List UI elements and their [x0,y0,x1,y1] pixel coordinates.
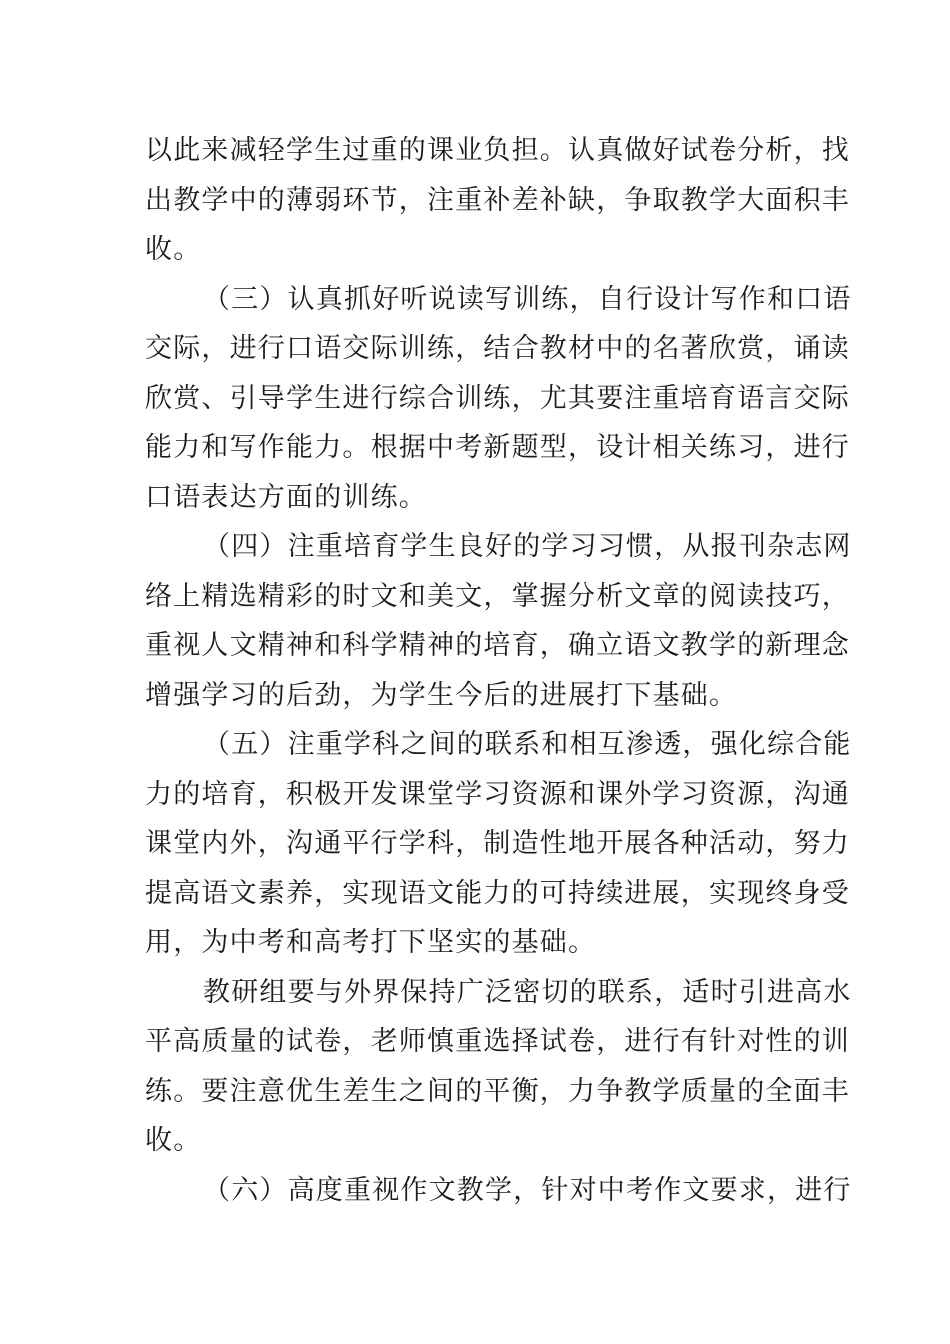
text-line: （六）高度重视作文教学，针对中考作文要求，进行 [203,1174,852,1206]
text-line: 交际，进行口语交际训练，结合教材中的名著欣赏，诵读 [145,333,850,364]
paragraph [145,720,852,968]
text-line: 提高语文素养，实现语文能力的可持续进展，实现终身受 [145,877,850,909]
paragraph [145,1166,852,1216]
paragraph [145,126,850,275]
text-line: 重视人文精神和科学精神的培育，确立语文教学的新理念 [145,630,850,661]
text-line: 用，为中考和高考打下坚实的基础。 [145,927,597,958]
text-line: 以此来减轻学生过重的课业负担。认真做好试卷分析，找 [145,135,850,166]
text-line: 出教学中的薄弱环节，注重补差补缺，争取教学大面积丰 [145,184,850,216]
paragraph [145,522,852,720]
text-line: 收。 [145,1125,202,1156]
text-line: （四）注重培育学生良好的学习习惯，从报刊杂志网 [203,531,852,562]
text-line: 练。要注意优生差生之间的平衡，力争教学质量的全面丰 [145,1075,850,1107]
paragraph [145,968,852,1166]
text-line: （三）认真抓好听说读写训练，自行设计写作和口语 [203,283,852,315]
paragraph [145,275,852,523]
text-line: 课堂内外，沟通平行学科，制造性地开展各种活动，努力 [145,828,850,859]
text-line: 教研组要与外界保持广泛密切的联系，适时引进高水 [203,976,852,1008]
text-line: 欣赏、引导学生进行综合训练，尤其要注重培育语言交际 [145,382,850,414]
text-line: 口语表达方面的训练。 [145,481,427,513]
text-line: 收。 [145,234,202,265]
document-body [145,126,852,1215]
text-line: 络上精选精彩的时文和美文，掌握分析文章的阅读技巧， [145,580,850,612]
text-line: （五）注重学科之间的联系和相互渗透，强化综合能 [203,729,852,760]
text-line: 能力和写作能力。根据中考新题型，设计相关练习，进行 [145,432,850,463]
text-line: 力的培育，积极开发课堂学习资源和课外学习资源，沟通 [145,778,850,810]
text-line: 增强学习的后劲，为学生今后的进展打下基础。 [145,679,738,711]
text-line: 平高质量的试卷，老师慎重选择试卷，进行有针对性的训 [145,1026,850,1057]
